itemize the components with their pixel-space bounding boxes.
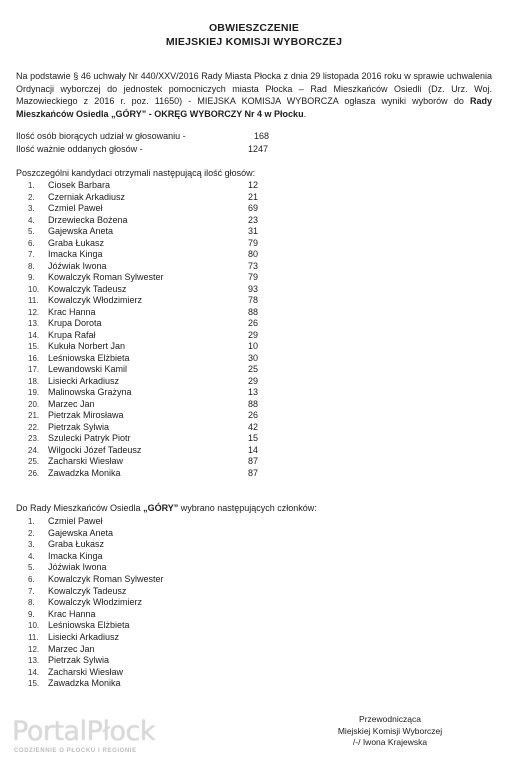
- candidate-votes: 79: [248, 272, 259, 282]
- candidate-votes: 80: [248, 249, 259, 259]
- row-number: 12.: [28, 307, 40, 317]
- member-name: Imacka Kinga: [48, 550, 103, 561]
- members-heading-osiedle: „GÓRY”: [143, 503, 179, 513]
- candidate-votes: 88: [248, 398, 259, 409]
- candidate-votes: 26: [248, 318, 259, 328]
- valid-votes-stat: [16, 144, 269, 154]
- portal-plock-watermark-logo: [6, 716, 176, 760]
- row-number: 19.: [28, 388, 40, 397]
- row-number: 9.: [28, 273, 35, 282]
- candidate-name: Krupa Rafał: [48, 329, 96, 340]
- candidate-name: Jóźwiak Iwona: [48, 260, 107, 271]
- row-number: 11.: [28, 296, 39, 305]
- candidate-name: Drzewiecka Bożena: [48, 214, 128, 225]
- row-number: 14.: [28, 330, 40, 340]
- row-number: 24.: [28, 445, 40, 455]
- watermark-tagline: CODZIENNIE O PŁOCKU I REGIONIE: [14, 748, 137, 754]
- candidate-votes: 78: [248, 295, 259, 305]
- candidate-name: Leśniowska Elżbieta: [48, 352, 130, 363]
- candidate-votes: 21: [248, 191, 259, 202]
- row-number: 13.: [28, 656, 40, 666]
- candidate-votes: 30: [248, 352, 259, 363]
- member-name: Kowalczyk Tadeusz: [48, 585, 127, 596]
- signature-block: [300, 714, 480, 749]
- participants-value: 168: [254, 131, 270, 141]
- row-number: 12.: [28, 644, 40, 654]
- row-number: 15.: [28, 342, 40, 351]
- candidate-votes: 31: [248, 226, 259, 236]
- candidate-name: Pietrzak Sylwia: [48, 421, 110, 432]
- row-number: 10.: [28, 621, 40, 631]
- member-name: Lisiecki Arkadiusz: [48, 631, 120, 642]
- row-number: 3.: [28, 540, 35, 550]
- valid-votes-value: 1247: [248, 144, 269, 154]
- row-number: 7.: [28, 250, 35, 259]
- candidate-votes: 93: [248, 283, 259, 294]
- member-name: Graba Łukasz: [48, 539, 105, 550]
- candidate-votes: 73: [248, 260, 259, 271]
- member-name: Jóźwiak Iwona: [48, 562, 107, 573]
- member-name: Pietrzak Sylwia: [48, 655, 110, 666]
- signature-name: /-/ Iwona Krajewska: [352, 737, 428, 747]
- row-number: 6.: [28, 238, 35, 248]
- candidate-name: Graba Łukasz: [48, 237, 105, 248]
- member-name: Marzec Jan: [48, 643, 95, 654]
- candidate-name: Malinowska Grażyna: [48, 387, 132, 397]
- document-title: OBWIESZCZENIE: [208, 22, 300, 34]
- row-number: 25.: [28, 457, 40, 466]
- candidate-name: Szulecki Patryk Piotr: [48, 433, 131, 443]
- row-number: 18.: [28, 376, 40, 386]
- candidate-votes: 25: [248, 364, 259, 374]
- candidate-votes: 23: [248, 214, 259, 225]
- member-name: Leśniowska Elżbieta: [48, 620, 130, 631]
- row-number: 3.: [28, 204, 35, 213]
- row-number: 5.: [28, 563, 35, 573]
- candidate-name: Zawadzka Monika: [48, 467, 121, 478]
- row-number: 10.: [28, 284, 40, 294]
- watermark-logo-text: PortalPłock: [12, 716, 156, 747]
- row-number: 9.: [28, 609, 35, 619]
- members-heading: [16, 503, 317, 513]
- signature-committee: Miejskiej Komisji Wyborczej: [337, 725, 443, 736]
- candidate-name: Marzec Jan: [48, 398, 95, 409]
- member-name: Gajewska Aneta: [48, 527, 114, 538]
- row-number: 20.: [28, 399, 40, 409]
- candidate-name: Kowalczyk Tadeusz: [48, 283, 127, 294]
- members-heading-text: Do Rady Mieszkańców Osiedla: [16, 503, 144, 513]
- row-number: 8.: [28, 261, 35, 271]
- intro-bold-text: Rady Mieszkańców Osiedla „GÓRY” - OKRĘG WYBORCZY Nr 4 w Płocku: [16, 96, 492, 119]
- row-number: 7.: [28, 586, 35, 596]
- candidate-name: Pietrzak Mirosława: [48, 410, 124, 420]
- candidate-name: Czerniak Arkadiusz: [48, 191, 126, 202]
- candidate-name: Lisiecki Arkadiusz: [48, 375, 120, 386]
- candidate-votes: 79: [248, 237, 259, 248]
- row-number: 4.: [28, 551, 35, 561]
- candidate-votes: 87: [248, 467, 259, 478]
- document-subtitle: MIEJSKIEJ KOMISJI WYBORCZEJ: [165, 36, 343, 48]
- row-number: 26.: [28, 468, 40, 478]
- candidate-name: Ciosek Barbara: [48, 180, 111, 190]
- row-number: 16.: [28, 353, 40, 363]
- row-number: 15.: [28, 679, 40, 689]
- candidate-votes: 10: [248, 341, 259, 351]
- candidate-name: Czmiel Paweł: [48, 203, 103, 213]
- candidate-votes: 69: [248, 203, 259, 213]
- intro-paragraph: [16, 70, 492, 120]
- row-number: 2.: [28, 192, 35, 202]
- candidate-votes: 14: [248, 444, 259, 455]
- candidate-name: Krupa Dorota: [48, 318, 102, 328]
- row-number: 8.: [28, 598, 35, 608]
- member-name: Kowalczyk Włodzimierz: [48, 597, 143, 608]
- candidate-name: Zacharski Wiesław: [48, 456, 124, 466]
- row-number: 22.: [28, 422, 40, 432]
- intro-text: Na podstawie § 46 uchwały Nr 440/XXV/2016 Rady Miasta Płocka z dnia 29 listopada 2016 roku w sprawie uchwalenia Ordynacji wyborczej do jednostek pomocniczych miasta Płocka – Rad Mieszkańców Osiedli (Dz. Urz. Woj. Mazowieckiego z 2016 r. poz. 11650) - MIEJSKA KOMISJA WYBORCZA ogłasza wyniki wyborów do: [16, 71, 492, 107]
- row-number: 5.: [28, 227, 35, 236]
- candidate-name: Wilgocki Józef Tadeusz: [48, 444, 142, 455]
- candidate-name: Kowalczyk Włodzimierz: [48, 295, 143, 305]
- member-name: Zacharski Wiesław: [48, 666, 124, 677]
- row-number: 1.: [28, 181, 35, 190]
- candidate-name: Imacka Kinga: [48, 249, 103, 259]
- row-number: 6.: [28, 574, 35, 584]
- candidate-votes: 87: [248, 456, 259, 466]
- row-number: 13.: [28, 319, 40, 328]
- row-number: 4.: [28, 215, 35, 225]
- candidate-name: Krac Hanna: [48, 306, 96, 317]
- member-name: Zawadzka Monika: [48, 678, 121, 689]
- candidate-name: Lewandowski Kamil: [48, 364, 128, 374]
- candidate-votes: 12: [248, 180, 259, 190]
- member-name: Kowalczyk Roman Sylwester: [48, 573, 164, 584]
- candidate-name: Kukuła Norbert Jan: [48, 341, 126, 351]
- members-heading-end: wybrano następujących członków:: [178, 503, 317, 513]
- participants-label: Ilość osób biorących udział w głosowaniu -: [16, 131, 186, 141]
- candidate-votes: 88: [248, 306, 259, 317]
- candidate-votes: 29: [248, 375, 259, 386]
- candidates-heading: Poszczególni kandydaci otrzymali następującą ilość głosów:: [16, 168, 256, 178]
- row-number: 11.: [28, 632, 39, 642]
- row-number: 14.: [28, 667, 40, 677]
- candidate-votes: 15: [248, 433, 259, 443]
- member-name: Krac Hanna: [48, 608, 96, 619]
- row-number: 23.: [28, 434, 40, 443]
- candidate-votes: 29: [248, 329, 259, 340]
- candidate-name: Kowalczyk Roman Sylwester: [48, 272, 164, 282]
- valid-votes-label: Ilość ważnie oddanych głosów -: [16, 144, 143, 154]
- candidate-votes: 13: [248, 387, 259, 397]
- candidate-votes: 42: [248, 421, 259, 432]
- candidate-votes: 26: [248, 410, 259, 420]
- signature-role: Przewodnicząca: [359, 714, 421, 724]
- row-number: 1.: [28, 517, 35, 526]
- row-number: 21.: [28, 411, 40, 420]
- row-number: 2.: [28, 528, 35, 538]
- member-name: Czmiel Paweł: [48, 516, 103, 526]
- row-number: 17.: [28, 365, 40, 374]
- candidate-name: Gajewska Aneta: [48, 226, 114, 236]
- participants-stat: [16, 131, 270, 141]
- intro-end: .: [303, 108, 307, 119]
